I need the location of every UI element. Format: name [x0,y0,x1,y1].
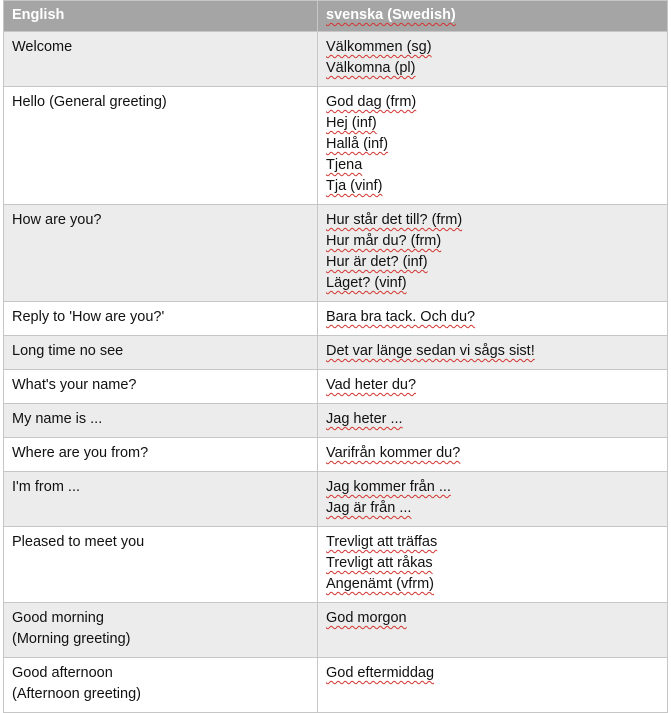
swedish-phrase-line [326,155,659,176]
table-row [4,336,668,370]
english-cell [4,527,318,603]
swedish-phrase-line [326,273,659,294]
table-row [4,205,668,302]
swedish-cell [318,370,668,404]
swedish-cell [318,32,668,87]
phrase-table [3,0,668,713]
english-phrase: Reply to 'How are you?' [12,309,165,325]
swedish-phrase-line [326,231,659,252]
swedish-phrase-line [326,553,659,574]
swedish-phrase: Angenämt (vfrm) [326,576,434,592]
english-cell [4,472,318,527]
swedish-phrase: Välkomna (pl) [326,60,416,76]
swedish-cell [318,205,668,302]
swedish-phrase-line [326,252,659,273]
english-phrase: Good afternoon [12,665,113,681]
swedish-cell [318,603,668,658]
english-phrase: (Morning greeting) [12,631,131,647]
swedish-phrase: God dag (frm) [326,94,417,110]
swedish-cell [318,472,668,527]
table-row [4,527,668,603]
english-cell [4,658,318,713]
header-swedish-label: svenska (Swedish) [326,7,456,23]
english-phrase: Pleased to meet you [12,534,145,550]
table-row [4,404,668,438]
swedish-phrase: Hur står det till? (frm) [326,212,463,228]
table-row [4,658,668,713]
swedish-phrase-line [326,37,659,58]
english-phrase: How are you? [12,212,102,228]
english-cell [4,87,318,205]
swedish-phrase: Jag är från ... [326,500,412,516]
swedish-phrase: Hej (inf) [326,115,377,131]
english-phrase: Welcome [12,39,73,55]
swedish-phrase: Hallå (inf) [326,136,389,152]
english-phrase: Long time no see [12,343,124,359]
swedish-phrase-line [326,477,659,498]
swedish-phrase-line [326,663,659,684]
swedish-phrase-line [326,498,659,519]
swedish-cell [318,404,668,438]
english-cell [4,404,318,438]
swedish-phrase: God morgon [326,610,407,626]
english-cell [4,205,318,302]
swedish-phrase-line [326,409,659,430]
swedish-phrase: Välkommen (sg) [326,39,432,55]
english-phrase: Where are you from? [12,445,149,461]
english-phrase: Good morning [12,610,104,626]
table-row [4,603,668,658]
swedish-phrase-line [326,574,659,595]
english-cell [4,370,318,404]
swedish-phrase: God eftermiddag [326,665,435,681]
swedish-phrase-line [326,341,659,362]
swedish-phrase: Trevligt att råkas [326,555,433,571]
english-cell [4,302,318,336]
swedish-phrase: Jag heter ... [326,411,403,427]
swedish-phrase: Bara bra tack. Och du? [326,309,476,325]
swedish-phrase-line [326,113,659,134]
english-phrase: (Afternoon greeting) [12,686,141,702]
swedish-phrase-line [326,176,659,197]
table-row [4,87,668,205]
table-row [4,438,668,472]
swedish-phrase-line [326,443,659,464]
swedish-phrase: Trevligt att träffas [326,534,438,550]
table-row [4,472,668,527]
english-cell [4,336,318,370]
english-cell [4,32,318,87]
swedish-phrase-line [326,307,659,328]
swedish-phrase-line [326,532,659,553]
header-swedish [318,1,668,32]
swedish-phrase-line [326,134,659,155]
header-row [4,1,668,32]
english-phrase: What's your name? [12,377,137,393]
table-row [4,370,668,404]
swedish-cell [318,87,668,205]
swedish-cell [318,527,668,603]
header-english: English [4,1,318,32]
swedish-phrase-line [326,92,659,113]
swedish-phrase: Läget? (vinf) [326,275,407,291]
swedish-phrase-line [326,608,659,629]
english-cell [4,603,318,658]
english-phrase: I'm from ... [12,479,81,495]
swedish-cell [318,336,668,370]
english-phrase: Hello (General greeting) [12,94,167,110]
swedish-cell [318,438,668,472]
table-row [4,302,668,336]
swedish-phrase: Vad heter du? [326,377,417,393]
table-row [4,32,668,87]
swedish-phrase-line [326,58,659,79]
swedish-phrase-line [326,210,659,231]
swedish-phrase: Varifrån kommer du? [326,445,461,461]
swedish-phrase: Hur är det? (inf) [326,254,428,270]
swedish-cell [318,658,668,713]
swedish-phrase: Det var länge sedan vi sågs sist! [326,343,535,359]
swedish-cell [318,302,668,336]
english-cell [4,438,318,472]
swedish-phrase: Jag kommer från ... [326,479,451,495]
english-phrase: My name is ... [12,411,103,427]
swedish-phrase: Tja (vinf) [326,178,383,194]
swedish-phrase: Tjena [326,157,363,173]
swedish-phrase-line [326,375,659,396]
swedish-phrase: Hur mår du? (frm) [326,233,442,249]
